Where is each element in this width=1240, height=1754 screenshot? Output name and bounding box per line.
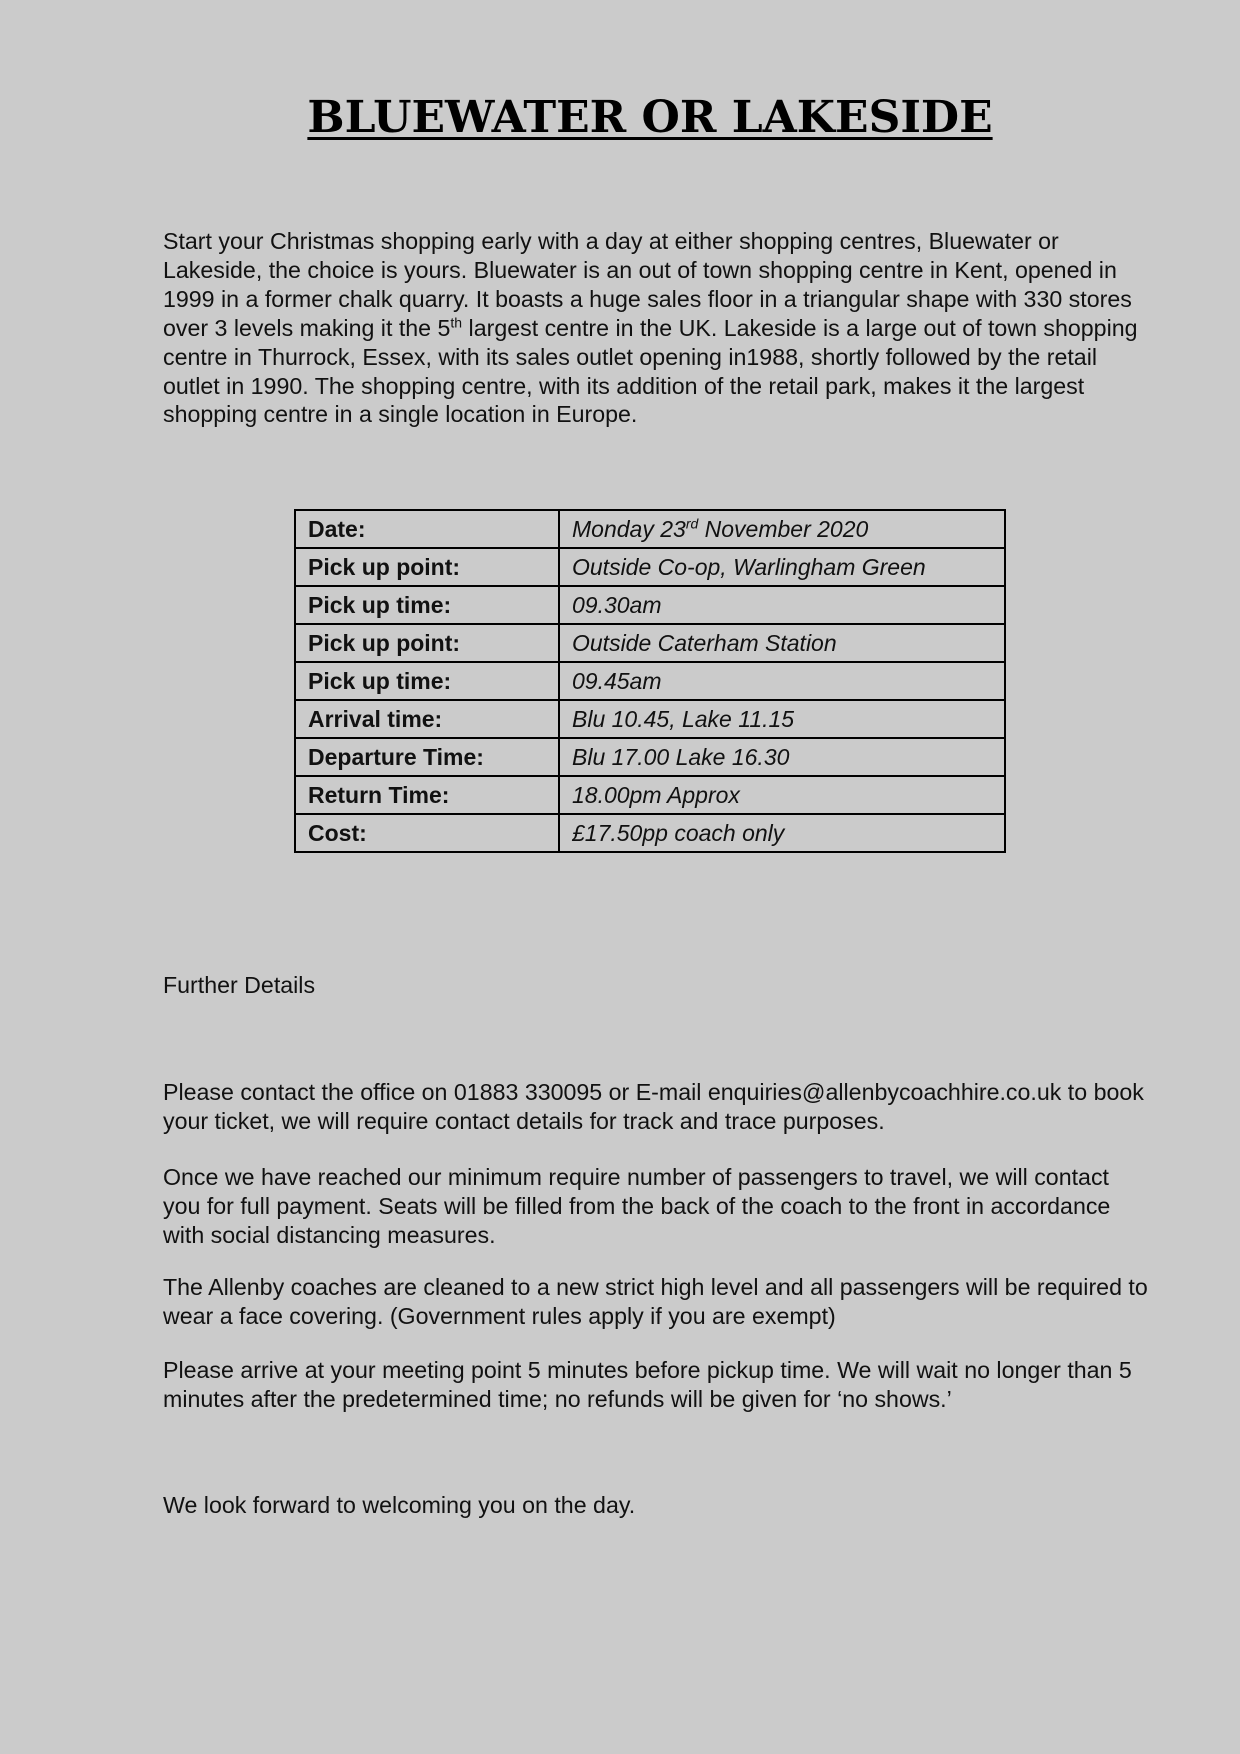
arrival-paragraph: Please arrive at your meeting point 5 minutes before pickup time. We will wait no longer than 5 minutes after the predetermined time; no refunds will be given for ‘no shows.’ bbox=[163, 1357, 1132, 1412]
detail-value: 18.00pm Approx bbox=[559, 776, 1005, 814]
date-ordinal-suffix: rd bbox=[685, 514, 699, 531]
intro-text-part2: largest centre in the UK. Lakeside is a large out of town shopping centre in Thurrock, Essex, with its sales outlet opening in1988, shortly followed by the retail outlet in 1990. The shopping centre, with its addition of the retail park, makes it the largest shopping centre in a single location in Europe. bbox=[163, 314, 1138, 428]
table-row bbox=[295, 548, 1005, 586]
detail-label: Pick up time: bbox=[295, 586, 559, 624]
intro-ordinal-suffix: th bbox=[450, 313, 463, 330]
detail-value-date bbox=[559, 510, 1005, 548]
page-title: BLUEWATER OR LAKESIDE bbox=[307, 92, 993, 143]
detail-label: Cost: bbox=[295, 814, 559, 852]
cleaning-paragraph: The Allenby coaches are cleaned to a new strict high level and all passengers will be required to wear a face covering. (Government rules apply if you are exempt) bbox=[163, 1274, 1148, 1329]
detail-value: Blu 17.00 Lake 16.30 bbox=[559, 738, 1005, 776]
date-text-post: November 2020 bbox=[698, 515, 869, 542]
table-row bbox=[295, 662, 1005, 700]
table-row bbox=[295, 738, 1005, 776]
table-row bbox=[295, 776, 1005, 814]
date-text-pre: Monday 23 bbox=[572, 515, 686, 542]
detail-value: Blu 10.45, Lake 11.15 bbox=[559, 700, 1005, 738]
intro-paragraph bbox=[163, 227, 1148, 429]
table-row bbox=[295, 624, 1005, 662]
table-row bbox=[295, 700, 1005, 738]
further-details-heading: Further Details bbox=[163, 972, 316, 998]
welcome-paragraph: We look forward to welcoming you on the day. bbox=[163, 1492, 636, 1518]
detail-label: Pick up point: bbox=[295, 624, 559, 662]
detail-label: Pick up time: bbox=[295, 662, 559, 700]
detail-label: Date: bbox=[295, 510, 559, 548]
detail-value: Outside Co-op, Warlingham Green bbox=[559, 548, 1005, 586]
detail-label: Return Time: bbox=[295, 776, 559, 814]
payment-paragraph: Once we have reached our minimum require number of passengers to travel, we will contact you for full payment. Seats will be filled from the back of the coach to the front in accordance with social distancing measures. bbox=[163, 1164, 1111, 1248]
table-row bbox=[295, 814, 1005, 852]
detail-value: Outside Caterham Station bbox=[559, 624, 1005, 662]
detail-label: Arrival time: bbox=[295, 700, 559, 738]
trip-details-table bbox=[294, 509, 1006, 853]
detail-value: 09.45am bbox=[559, 662, 1005, 700]
contact-paragraph: Please contact the office on 01883 330095 or E-mail enquiries@allenbycoachhire.co.uk to book your ticket, we will require contact details for track and trace purposes. bbox=[163, 1079, 1144, 1134]
detail-label: Departure Time: bbox=[295, 738, 559, 776]
detail-value: 09.30am bbox=[559, 586, 1005, 624]
intro-text-part1: Start your Christmas shopping early with a day at either shopping centres, Bluewater or Lakeside, the choice is yours. Bluewater is an out of town shopping centre in Kent, opened in 1999 in a former chalk quarry. It boasts a huge sales floor in a triangular shape with 330 stores over 3 levels making it the 5 bbox=[163, 228, 1132, 341]
detail-label: Pick up point: bbox=[295, 548, 559, 586]
detail-value: £17.50pp coach only bbox=[559, 814, 1005, 852]
table-row bbox=[295, 510, 1005, 548]
table-row bbox=[295, 586, 1005, 624]
